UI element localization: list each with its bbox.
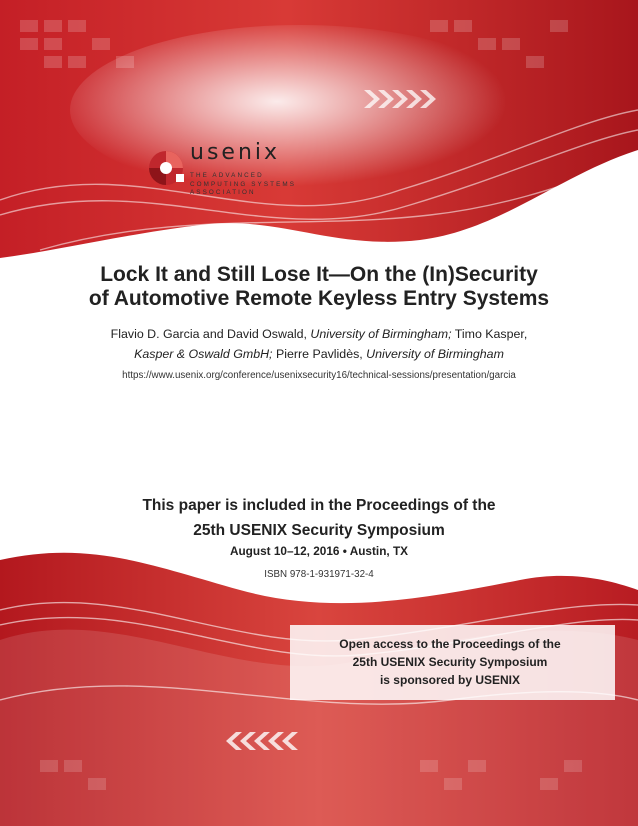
paper-url-link[interactable]: https://www.usenix.org/conference/usenixsecurity16/technical-sessions/presentation/garcia [122,370,516,381]
proceedings-line: 25th USENIX Security Symposium [193,522,445,539]
isbn: ISBN 978-1-931971-32-4 [264,569,374,580]
open-access-line: is sponsored by USENIX [379,673,521,687]
logo-tagline-line: THE ADVANCED [190,172,264,179]
open-access-notice [290,635,610,689]
author-affiliation: Kasper & Oswald GmbH; [134,347,273,361]
conference-date-place: August 10–12, 2016 • Austin, TX [229,544,409,558]
author-names: Timo Kasper, [451,327,528,341]
paper-title [20,263,618,311]
usenix-wordmark: usenix [190,140,281,165]
title-line: of Automotive Remote Keyless Entry Systems [88,287,550,310]
logo-tagline-line: ASSOCIATION [190,189,256,196]
usenix-logo [146,140,306,210]
logo-tagline-line: COMPUTING SYSTEMS [190,180,297,188]
logo-tagline [190,172,310,198]
title-line: Lock It and Still Lose It—On the (In)Security [100,263,538,286]
proceedings-notice [20,493,618,543]
proceedings-line: This paper is included in the Proceedings of the [142,497,496,514]
open-access-line: Open access to the Proceedings of the [339,637,561,651]
author-names: Flavio D. Garcia and David Oswald, [110,327,307,341]
author-affiliation: University of Birmingham; [306,327,452,341]
open-access-line: 25th USENIX Security Symposium [352,655,548,669]
authors-line [20,324,618,344]
author-affiliation: University of Birmingham [362,347,504,361]
paper-authors [20,324,618,364]
author-names: Pierre Pavlidès, [272,347,363,361]
usenix-emblem-icon [146,146,186,192]
authors-line [20,344,618,364]
